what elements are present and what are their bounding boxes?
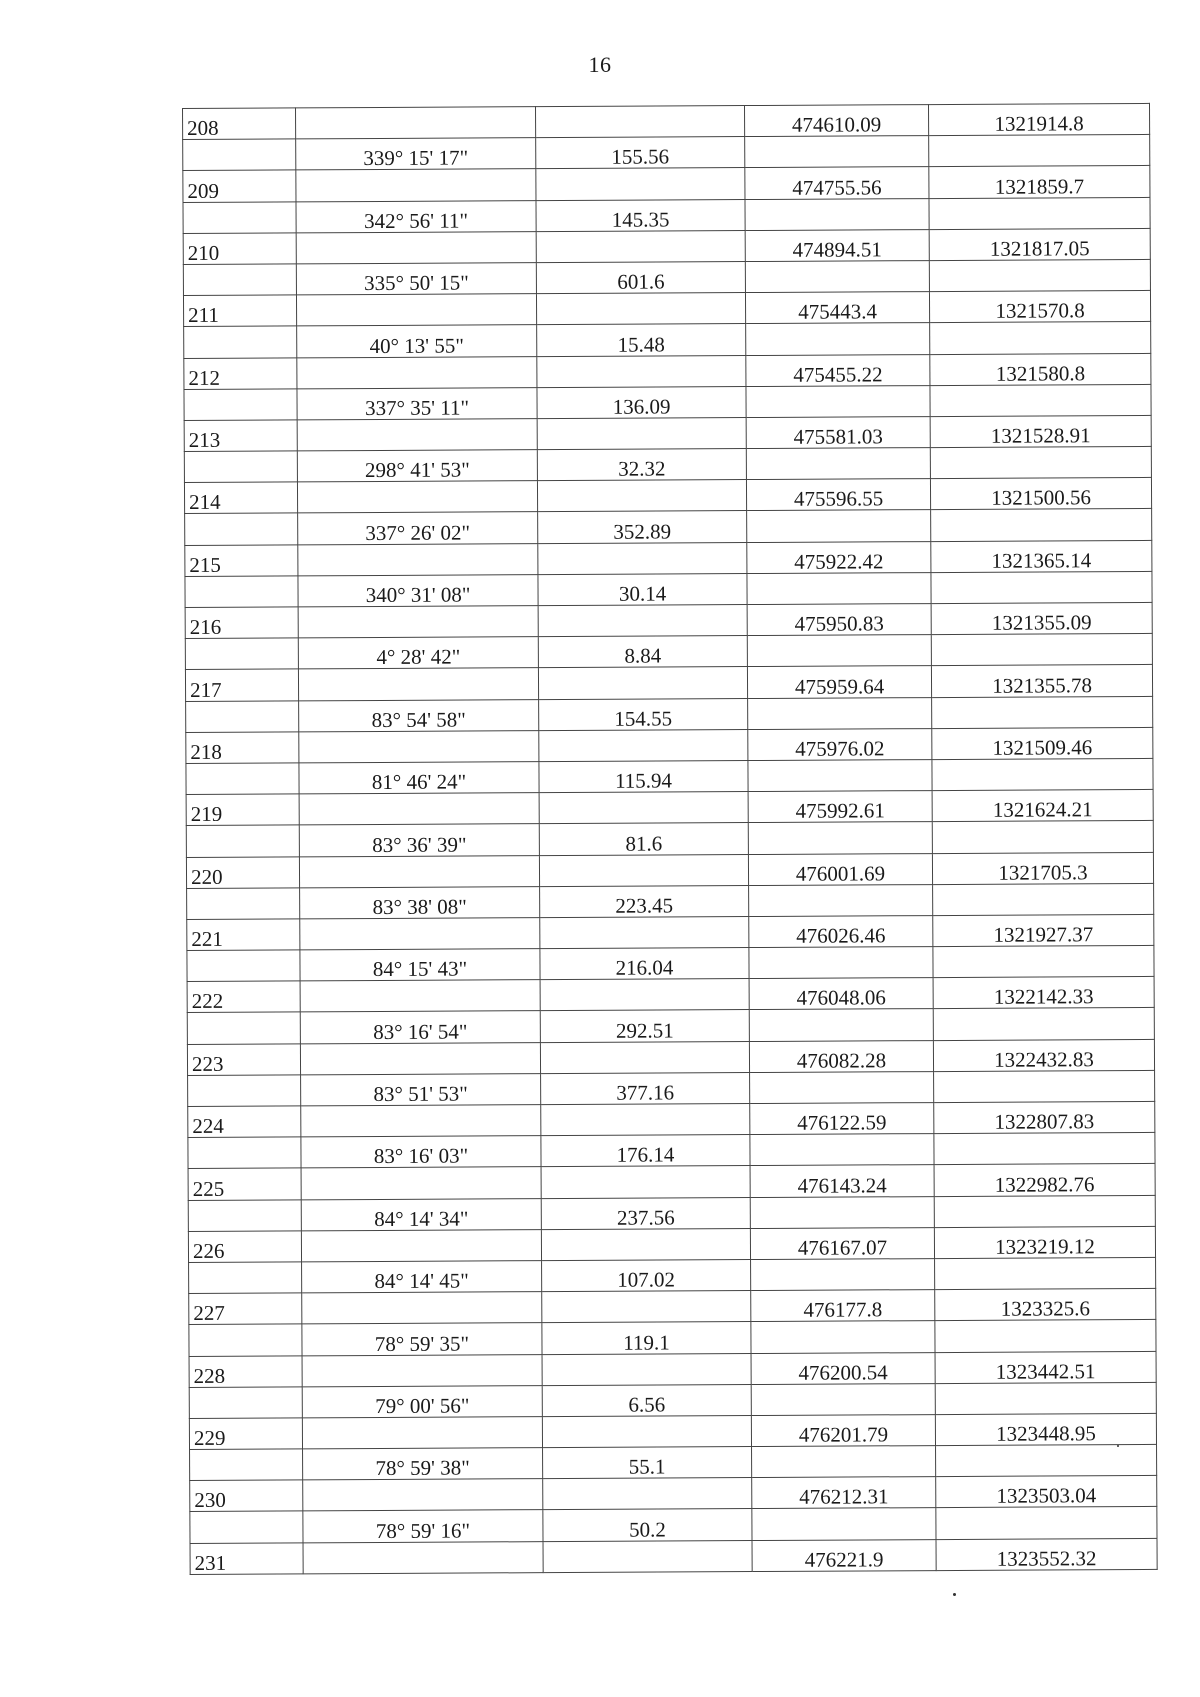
point-id-cell: 226 <box>188 1231 301 1263</box>
northing-cell: 476167.07 <box>750 1227 934 1259</box>
scan-speck <box>953 1593 956 1596</box>
course-row <box>189 1257 1156 1293</box>
distance-cell: 81.6 <box>539 823 748 855</box>
distance-cell-empty <box>541 1228 750 1260</box>
point-row <box>187 1039 1154 1075</box>
distance-cell-empty <box>538 667 747 699</box>
distance-cell-empty <box>536 293 745 325</box>
bearing-cell: 298° 41' 53" <box>297 450 537 482</box>
point-id-cell-empty <box>186 763 299 795</box>
easting-cell: 1323219.12 <box>934 1226 1155 1258</box>
bearing-cell: 83° 54' 58" <box>299 699 539 731</box>
point-id-cell: 221 <box>187 919 300 951</box>
point-row <box>183 103 1150 139</box>
course-row <box>188 1195 1155 1231</box>
bearing-cell: 83° 36' 39" <box>299 824 539 856</box>
point-row <box>188 1101 1155 1137</box>
point-id-cell-empty <box>183 264 296 296</box>
point-id-cell-empty <box>187 950 300 982</box>
northing-cell: 474894.51 <box>745 229 929 261</box>
easting-cell: 1321528.91 <box>930 415 1151 447</box>
northing-cell: 475581.03 <box>746 416 930 448</box>
bearing-cell-empty <box>303 1541 543 1573</box>
bearing-cell: 83° 16' 03" <box>301 1136 541 1168</box>
bearing-cell: 84° 15' 43" <box>300 949 540 981</box>
distance-cell: 115.94 <box>539 760 748 792</box>
distance-cell: 176.14 <box>541 1135 750 1167</box>
distance-cell-empty <box>536 230 745 262</box>
point-id-cell: 217 <box>185 669 298 701</box>
northing-cell-empty <box>745 198 929 230</box>
northing-cell: 476177.8 <box>751 1290 935 1322</box>
distance-cell-empty <box>542 1353 751 1385</box>
northing-cell-empty <box>745 261 929 293</box>
bearing-cell: 78° 59' 35" <box>302 1323 542 1355</box>
point-id-cell-empty <box>190 1449 303 1481</box>
course-row <box>186 696 1153 732</box>
bearing-cell-empty <box>301 1229 541 1261</box>
distance-cell: 30.14 <box>538 573 747 605</box>
distance-cell: 223.45 <box>540 885 749 917</box>
point-id-cell-empty <box>188 1199 301 1231</box>
distance-cell: 6.56 <box>542 1384 751 1416</box>
easting-cell-empty <box>935 1382 1156 1414</box>
course-row <box>184 384 1151 420</box>
bearing-cell-empty <box>297 356 537 388</box>
point-id-cell-empty <box>189 1387 302 1419</box>
distance-cell-empty <box>543 1478 752 1510</box>
point-id-cell: 214 <box>184 482 297 514</box>
point-id-cell-empty <box>185 513 298 545</box>
point-id-cell: 223 <box>187 1044 300 1076</box>
course-row <box>185 571 1152 607</box>
bearing-cell-empty <box>296 107 536 139</box>
distance-cell: 216.04 <box>540 948 749 980</box>
distance-cell: 15.48 <box>537 324 746 356</box>
point-id-cell: 230 <box>190 1480 303 1512</box>
course-row <box>187 1008 1154 1044</box>
point-id-cell-empty <box>186 825 299 857</box>
distance-cell: 377.16 <box>541 1072 750 1104</box>
northing-cell-empty <box>747 510 931 542</box>
table-body <box>183 103 1158 1574</box>
easting-cell: 1321817.05 <box>929 228 1150 260</box>
northing-cell: 476212.31 <box>752 1477 936 1509</box>
easting-cell-empty <box>931 634 1152 666</box>
point-id-cell-empty <box>188 1075 301 1107</box>
distance-cell-empty <box>543 1540 752 1572</box>
easting-cell-empty <box>934 1070 1155 1102</box>
bearing-cell-empty <box>297 481 537 513</box>
northing-cell: 476200.54 <box>751 1352 935 1384</box>
point-row <box>188 1226 1155 1262</box>
distance-cell-empty <box>537 480 746 512</box>
easting-cell: 1321355.78 <box>931 665 1152 697</box>
northing-cell: 475922.42 <box>747 541 931 573</box>
easting-cell-empty <box>934 1195 1155 1227</box>
distance-cell-empty <box>541 1104 750 1136</box>
distance-cell-empty <box>542 1415 751 1447</box>
northing-cell: 475976.02 <box>748 728 932 760</box>
northing-cell-empty <box>751 1383 935 1415</box>
distance-cell: 136.09 <box>537 386 746 418</box>
distance-cell: 154.55 <box>539 698 748 730</box>
course-row <box>188 1133 1155 1169</box>
distance-cell-empty <box>539 792 748 824</box>
northing-cell-empty <box>750 1196 934 1228</box>
northing-cell-empty <box>752 1508 936 1540</box>
easting-cell: 1323325.6 <box>935 1289 1156 1321</box>
point-id-cell: 229 <box>189 1418 302 1450</box>
distance-cell: 8.84 <box>538 636 747 668</box>
distance-cell-empty <box>539 854 748 886</box>
point-row <box>187 977 1154 1013</box>
bearing-cell-empty <box>303 1479 543 1511</box>
point-id-cell-empty <box>184 389 297 421</box>
point-row <box>190 1538 1157 1574</box>
point-id-cell: 215 <box>185 545 298 577</box>
point-id-cell: 212 <box>184 357 297 389</box>
easting-cell: 1321705.3 <box>932 852 1153 884</box>
distance-cell-empty <box>542 1291 751 1323</box>
northing-cell-empty <box>749 1009 933 1041</box>
bearing-cell-empty <box>297 419 537 451</box>
point-id-cell-empty <box>186 700 299 732</box>
distance-cell-empty <box>537 355 746 387</box>
point-id-cell: 216 <box>185 607 298 639</box>
easting-cell-empty <box>931 509 1152 541</box>
point-id-cell: 211 <box>183 295 296 327</box>
distance-cell: 55.1 <box>543 1447 752 1479</box>
bearing-cell: 78° 59' 38" <box>303 1448 543 1480</box>
northing-cell-empty <box>746 448 930 480</box>
distance-cell-empty <box>537 417 746 449</box>
northing-cell: 475596.55 <box>746 479 930 511</box>
bearing-cell: 81° 46' 24" <box>299 762 539 794</box>
point-id-cell: 227 <box>189 1293 302 1325</box>
easting-cell-empty <box>932 758 1153 790</box>
northing-cell: 475959.64 <box>747 666 931 698</box>
northing-cell: 476143.24 <box>750 1165 934 1197</box>
distance-cell: 119.1 <box>542 1322 751 1354</box>
point-id-cell: 219 <box>186 794 299 826</box>
northing-cell: 476221.9 <box>752 1539 936 1571</box>
course-row <box>189 1320 1156 1356</box>
easting-cell-empty <box>933 883 1154 915</box>
bearing-cell: 84° 14' 34" <box>301 1198 541 1230</box>
point-row <box>185 540 1152 576</box>
easting-cell: 1323442.51 <box>935 1351 1156 1383</box>
bearing-cell-empty <box>301 1167 541 1199</box>
course-row <box>184 322 1151 358</box>
course-row <box>183 197 1150 233</box>
distance-cell: 352.89 <box>538 511 747 543</box>
distance-cell: 107.02 <box>542 1259 751 1291</box>
point-id-cell: 208 <box>183 108 296 140</box>
easting-cell: 1321355.09 <box>931 602 1152 634</box>
point-id-cell: 222 <box>187 981 300 1013</box>
distance-cell-empty <box>540 1041 749 1073</box>
northing-cell-empty <box>748 822 932 854</box>
page-number: 16 <box>588 52 612 77</box>
point-id-cell-empty <box>189 1262 302 1294</box>
bearing-cell: 83° 16' 54" <box>300 1011 540 1043</box>
course-row <box>184 446 1151 482</box>
easting-cell-empty <box>929 259 1150 291</box>
easting-cell: 1323552.32 <box>936 1538 1157 1570</box>
bearing-cell: 337° 35' 11" <box>297 387 537 419</box>
easting-cell-empty <box>930 446 1151 478</box>
bearing-cell-empty <box>302 1354 542 1386</box>
easting-cell: 1322432.83 <box>933 1039 1154 1071</box>
easting-cell: 1321570.8 <box>929 291 1150 323</box>
bearing-cell: 79° 00' 56" <box>302 1385 542 1417</box>
point-row <box>188 1164 1155 1200</box>
easting-cell-empty <box>932 821 1153 853</box>
northing-cell: 475443.4 <box>745 292 929 324</box>
bearing-cell: 84° 14' 45" <box>302 1261 542 1293</box>
point-id-cell: 209 <box>183 170 296 202</box>
northing-cell-empty <box>751 1321 935 1353</box>
easting-cell: 1322982.76 <box>934 1164 1155 1196</box>
bearing-cell: 4° 28' 42" <box>298 637 538 669</box>
distance-cell: 145.35 <box>536 199 745 231</box>
easting-cell: 1322142.33 <box>933 977 1154 1009</box>
bearing-cell: 78° 59' 16" <box>303 1510 543 1542</box>
bearing-cell: 40° 13' 55" <box>297 325 537 357</box>
bearing-cell-empty <box>300 1042 540 1074</box>
point-id-cell-empty <box>184 326 297 358</box>
distance-cell: 32.32 <box>537 449 746 481</box>
northing-cell: 476001.69 <box>748 853 932 885</box>
easting-cell-empty <box>930 322 1151 354</box>
easting-cell-empty <box>933 945 1154 977</box>
course-row <box>186 758 1153 794</box>
easting-cell: 1323448.95 <box>935 1413 1156 1445</box>
northing-cell: 475455.22 <box>746 354 930 386</box>
northing-cell: 475992.61 <box>748 791 932 823</box>
course-row <box>185 509 1152 545</box>
course-row <box>186 821 1153 857</box>
course-row <box>183 259 1150 295</box>
bearing-cell-empty <box>299 730 539 762</box>
distance-cell-empty <box>536 168 745 200</box>
easting-cell: 1321365.14 <box>931 540 1152 572</box>
bearing-cell: 337° 26' 02" <box>298 512 538 544</box>
bearing-cell-empty <box>299 855 539 887</box>
northing-cell: 476048.06 <box>749 978 933 1010</box>
easting-cell-empty <box>929 197 1150 229</box>
distance-cell: 50.2 <box>543 1509 752 1541</box>
easting-cell-empty <box>936 1444 1157 1476</box>
bearing-cell-empty <box>301 1105 541 1137</box>
distance-cell-empty <box>540 979 749 1011</box>
northing-cell-empty <box>750 1134 934 1166</box>
bearing-cell-empty <box>298 606 538 638</box>
bearing-cell-empty <box>296 294 536 326</box>
course-row <box>190 1507 1157 1543</box>
point-id-cell-empty <box>183 201 296 233</box>
distance-cell-empty <box>541 1166 750 1198</box>
distance-cell-empty <box>538 605 747 637</box>
easting-cell: 1321500.56 <box>930 478 1151 510</box>
northing-cell: 476026.46 <box>749 915 933 947</box>
northing-cell-empty <box>746 323 930 355</box>
easting-cell-empty <box>934 1133 1155 1165</box>
point-row <box>190 1476 1157 1512</box>
distance-cell: 155.56 <box>536 137 745 169</box>
bearing-cell: 340° 31' 08" <box>298 574 538 606</box>
distance-cell: 292.51 <box>540 1010 749 1042</box>
point-row <box>187 914 1154 950</box>
northing-cell-empty <box>747 635 931 667</box>
easting-cell-empty <box>929 135 1150 167</box>
easting-cell-empty <box>935 1320 1156 1352</box>
northing-cell: 476122.59 <box>750 1103 934 1135</box>
bearing-cell-empty <box>299 793 539 825</box>
bearing-cell: 339° 15' 17" <box>296 138 536 170</box>
point-id-cell-empty <box>187 1012 300 1044</box>
point-id-cell: 210 <box>183 233 296 265</box>
distance-cell-empty <box>539 729 748 761</box>
northing-cell: 475950.83 <box>747 604 931 636</box>
northing-cell-empty <box>749 947 933 979</box>
bearing-cell: 83° 38' 08" <box>300 886 540 918</box>
point-id-cell-empty <box>188 1137 301 1169</box>
point-row <box>183 291 1150 327</box>
easting-cell: 1321509.46 <box>932 727 1153 759</box>
northing-cell-empty <box>747 572 931 604</box>
point-row <box>186 790 1153 826</box>
point-id-cell-empty <box>187 888 300 920</box>
northing-cell: 476201.79 <box>751 1414 935 1446</box>
easting-cell-empty <box>932 696 1153 728</box>
northing-cell: 476082.28 <box>749 1040 933 1072</box>
easting-cell-empty <box>935 1257 1156 1289</box>
easting-cell: 1321914.8 <box>928 103 1149 135</box>
bearing-cell-empty <box>302 1417 542 1449</box>
bearing-cell-empty <box>296 231 536 263</box>
distance-cell: 237.56 <box>541 1197 750 1229</box>
point-id-cell: 231 <box>190 1543 303 1575</box>
northing-cell-empty <box>750 1071 934 1103</box>
northing-cell-empty <box>749 884 933 916</box>
northing-cell-empty <box>746 385 930 417</box>
bearing-cell-empty <box>298 543 538 575</box>
bearing-cell-empty <box>302 1292 542 1324</box>
easting-cell: 1321859.7 <box>929 166 1150 198</box>
point-id-cell-empty <box>189 1324 302 1356</box>
distance-cell-empty <box>538 542 747 574</box>
point-id-cell-empty <box>183 139 296 171</box>
bearing-cell-empty <box>296 169 536 201</box>
northing-cell-empty <box>748 760 932 792</box>
course-row <box>187 945 1154 981</box>
easting-cell-empty <box>933 1008 1154 1040</box>
point-row <box>189 1289 1156 1325</box>
easting-cell: 1321927.37 <box>933 914 1154 946</box>
northing-cell: 474755.56 <box>745 167 929 199</box>
point-id-cell: 218 <box>186 732 299 764</box>
point-id-cell-empty <box>190 1511 303 1543</box>
easting-cell: 1323503.04 <box>936 1476 1157 1508</box>
course-row <box>185 634 1152 670</box>
point-id-cell: 220 <box>186 856 299 888</box>
point-row <box>183 228 1150 264</box>
point-row <box>185 602 1152 638</box>
point-row <box>189 1351 1156 1387</box>
course-row <box>187 883 1154 919</box>
easting-cell-empty <box>931 571 1152 603</box>
northing-cell: 474610.09 <box>744 105 928 137</box>
scan-speck <box>1117 1445 1119 1447</box>
northing-cell-empty <box>748 697 932 729</box>
point-row <box>186 852 1153 888</box>
distance-cell: 601.6 <box>536 261 745 293</box>
point-id-cell-empty <box>185 576 298 608</box>
point-id-cell-empty <box>184 451 297 483</box>
northing-cell-empty <box>751 1259 935 1291</box>
bearing-cell: 335° 50' 15" <box>296 263 536 295</box>
point-row <box>184 353 1151 389</box>
course-row <box>183 135 1150 171</box>
easting-cell: 1321624.21 <box>932 790 1153 822</box>
point-row <box>184 415 1151 451</box>
bearing-cell: 342° 56' 11" <box>296 200 536 232</box>
distance-cell-empty <box>535 106 744 138</box>
course-row <box>188 1070 1155 1106</box>
distance-cell-empty <box>540 916 749 948</box>
course-row <box>190 1444 1157 1480</box>
point-row <box>185 665 1152 701</box>
point-id-cell-empty <box>185 638 298 670</box>
bearing-cell: 83° 51' 53" <box>301 1073 541 1105</box>
easting-cell: 1321580.8 <box>930 353 1151 385</box>
point-id-cell: 213 <box>184 420 297 452</box>
northing-cell-empty <box>745 136 929 168</box>
course-row <box>189 1382 1156 1418</box>
point-row <box>189 1413 1156 1449</box>
point-row <box>183 166 1150 202</box>
point-row <box>186 727 1153 763</box>
easting-cell-empty <box>936 1507 1157 1539</box>
easting-cell: 1322807.83 <box>934 1101 1155 1133</box>
northing-cell-empty <box>752 1446 936 1478</box>
easting-cell-empty <box>930 384 1151 416</box>
point-id-cell: 225 <box>188 1168 301 1200</box>
survey-coordinates-table <box>182 103 1158 1575</box>
point-id-cell: 228 <box>189 1355 302 1387</box>
point-row <box>184 478 1151 514</box>
bearing-cell-empty <box>298 668 538 700</box>
point-id-cell: 224 <box>188 1106 301 1138</box>
bearing-cell-empty <box>300 980 540 1012</box>
bearing-cell-empty <box>300 918 540 950</box>
